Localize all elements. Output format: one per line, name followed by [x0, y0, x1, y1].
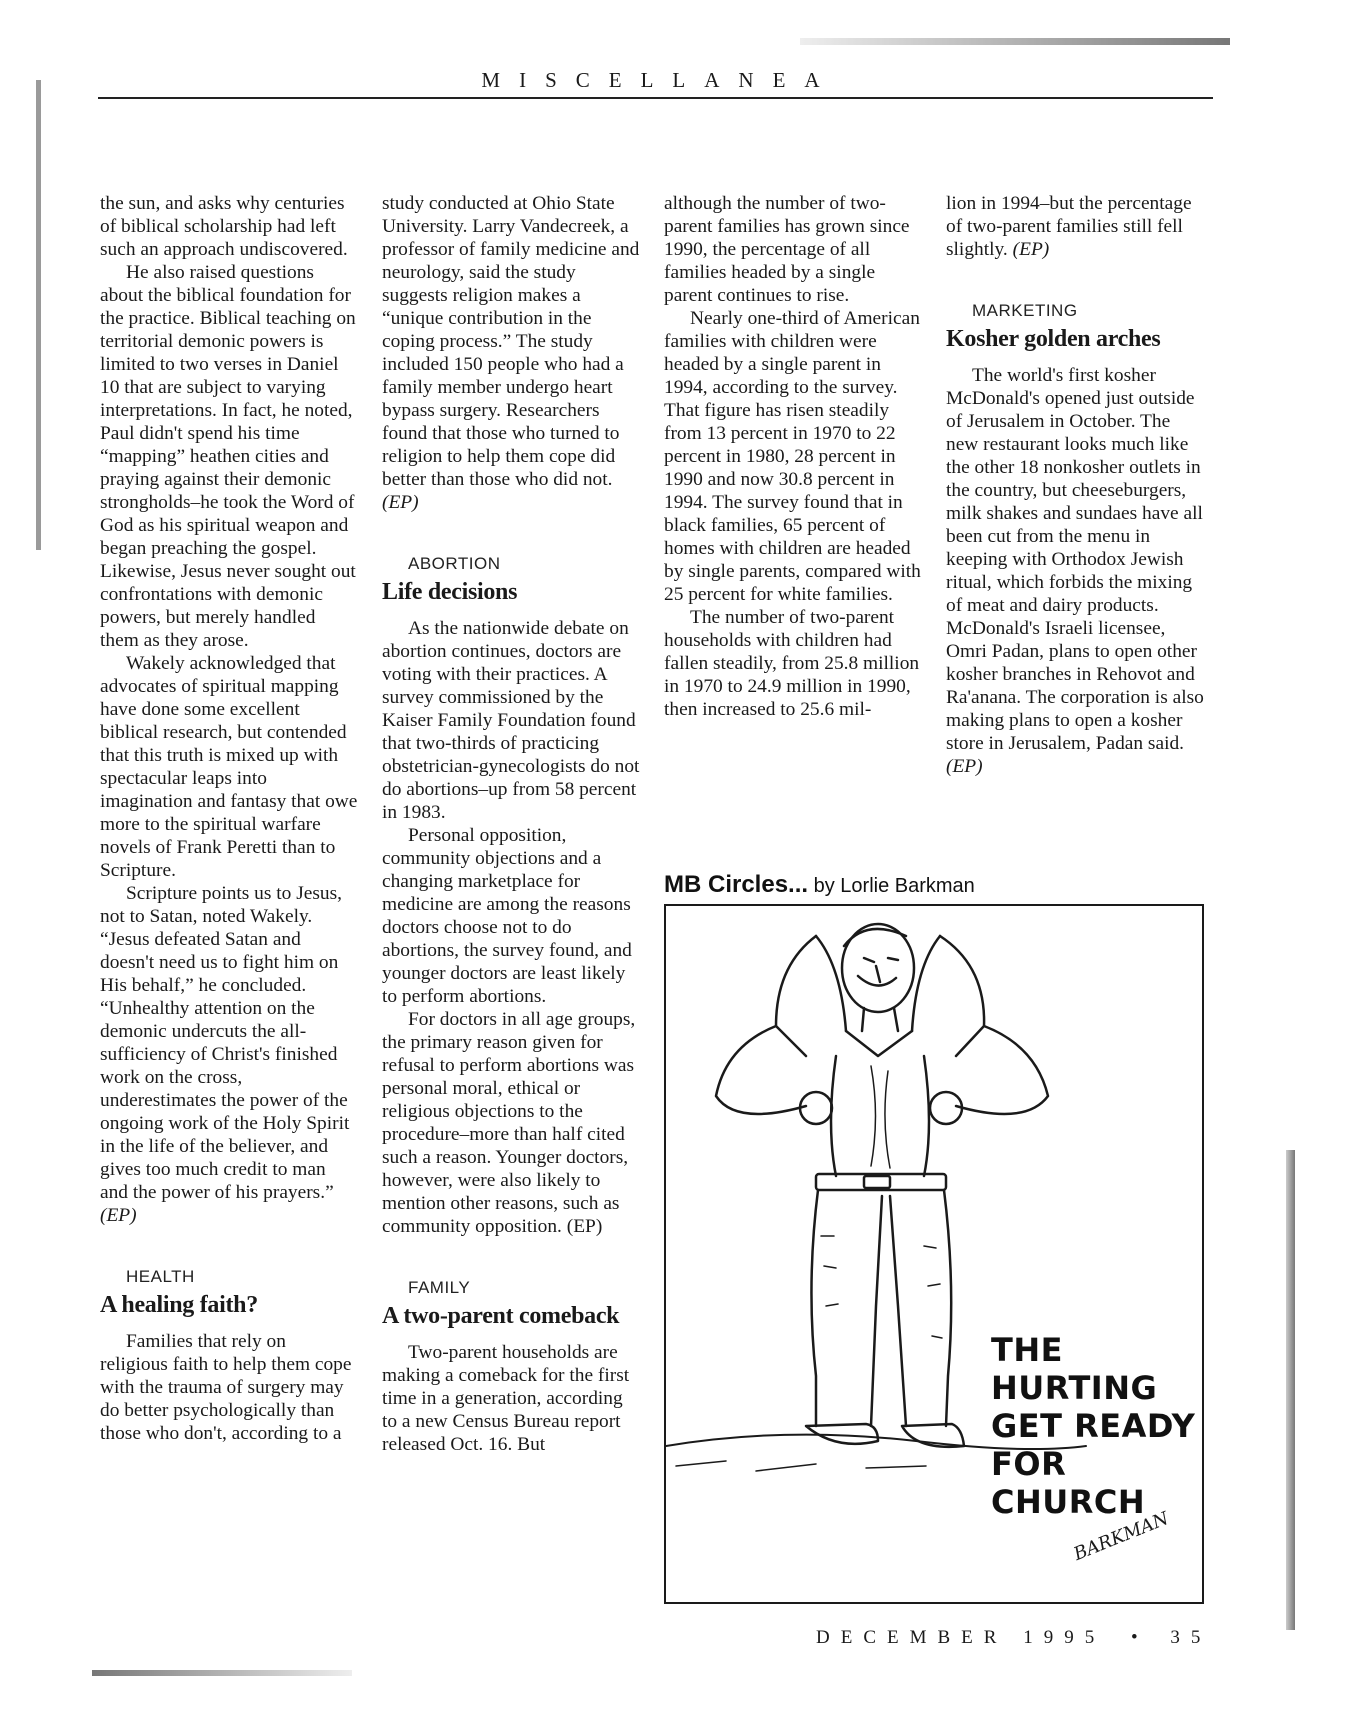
paragraph: the sun, and asks why centuries of biblical scholarship had left such an approach undiscovered.	[100, 193, 348, 260]
page-footer	[816, 1627, 1226, 1649]
column-2	[382, 192, 640, 1456]
caption-line: HURTING	[991, 1369, 1158, 1407]
source-tag: (EP)	[1012, 239, 1050, 260]
article-headline: Kosher golden arches	[946, 326, 1161, 352]
article-headline: A healing faith?	[100, 1292, 258, 1318]
paragraph: Personal opposition, community objections and a changing marketplace for medicine are among the reasons doctors choose not to do abortions, the survey found, and younger doctors are least likely to perform abortions.	[382, 825, 632, 1007]
column-3	[664, 192, 922, 721]
paragraph-text: study conducted at Ohio State University. Larry Vandecreek, a professor of family medicine and neurology, said the study suggests religion makes a “unique contribution in the coping process.” The study included 150 people who had a family member undergo heart bypass surgery. Researchers found that those who turned to religion to help them cope did better than those who did not.	[382, 193, 640, 490]
caption-line: FOR	[991, 1445, 1067, 1483]
source-tag: (EP)	[382, 492, 419, 513]
paragraph	[946, 192, 1204, 261]
article-headline: Life decisions	[382, 579, 518, 605]
issue-date: DECEMBER 1995	[816, 1627, 1106, 1648]
paragraph: For doctors in all age groups, the primary reason given for refusal to perform abortions was personal moral, ethical or religious objections to the procedure–more than half cited such a reason. Younger doctors, however, were also likely to mention other reasons, such as community opposition. (EP)	[382, 1009, 636, 1237]
paragraph: Two-parent households are making a comeback for the first time in a generation, according to a new Census Bureau report released Oct. 16. But	[382, 1342, 630, 1455]
article-headline: A two-parent comeback	[382, 1303, 620, 1329]
section-kicker: FAMILY	[408, 1278, 471, 1297]
caption-line: GET READY	[991, 1407, 1196, 1445]
source-tag: (EP)	[946, 756, 983, 777]
cartoon-title	[664, 871, 975, 899]
cartoon-byline: by Lorlie Barkman	[813, 875, 975, 897]
section-header: MISCELLANEA	[481, 68, 839, 92]
paragraph	[382, 192, 640, 514]
scan-edge-left	[36, 80, 41, 550]
column-1	[100, 192, 358, 1445]
paragraph-text: lion in 1994–but the percentage of two-parent families still fell slightly.	[946, 193, 1192, 260]
paragraph-text: The world's first kosher McDonald's opened just outside of Jerusalem in October. The new restaurant looks much like the other 18 nonkosher outlets in the country, but cheeseburgers, milk shakes and sundaes have all been cut from the menu in keeping with Orthodox Jewish ritual, which forbids the mixing of meat and dairy products. McDonald's Israeli licensee, Omri Padan, plans to open other kosher branches in Rehovot and Ra'anana. The corporation is also making plans to open a kosher store in Jerusalem, Padan said.	[946, 365, 1204, 754]
section-kicker: MARKETING	[972, 301, 1078, 320]
cartoon-strip-name: MB Circles...	[664, 871, 809, 898]
header-rule	[98, 97, 1213, 99]
caption-line: THE	[991, 1331, 1063, 1369]
section-kicker: HEALTH	[126, 1267, 195, 1286]
paragraph: As the nationwide debate on abortion continues, doctors are voting with their practices. A survey commissioned by the Kaiser Family Foundation found that two-thirds of practicing obstetrician-gynecologists do not do abortions–up from 58 percent in 1983.	[382, 618, 640, 823]
scan-edge-top-right	[800, 38, 1230, 45]
section-kicker: ABORTION	[408, 554, 501, 573]
page-number: 35	[1170, 1627, 1212, 1648]
paragraph: The number of two-parent households with children had fallen steadily, from 25.8 million in 1970 to 24.9 million in 1990, then increased to 25.6 mil-	[664, 607, 920, 720]
column-4	[946, 192, 1204, 778]
cartoon-caption-text	[991, 1331, 1195, 1521]
paragraph-text: Scripture points us to Jesus, not to Satan, noted Wakely. “Jesus defeated Satan and doesn't need us to fight him on His behalf,” he concluded. “Unhealthy attention on the demonic undercuts the all-sufficiency of Christ's finished work on the cross, underestimates the power of the ongoing work of the Holy Spirit in the life of the believer, and gives too much credit to man and the power of his prayers.”	[100, 883, 350, 1203]
paragraph: Families that rely on religious faith to help them cope with the trauma of surgery may do better psychologically than those who don't, according to a	[100, 1331, 352, 1444]
paragraph	[946, 364, 1204, 778]
paragraph: Nearly one-third of American families with children were headed by a single parent in 1994, according to the survey. That figure has risen steadily from 13 percent in 1970 to 22 percent in 1980, 28 percent in 1990 and now 30.8 percent in 1994. The survey found that in black families, 65 percent of homes with children are headed by single parents, compared with 25 percent for white families.	[664, 308, 921, 605]
paragraph: although the number of two-parent families has grown since 1990, the percentage of all families headed by a single parent continues to rise.	[664, 193, 910, 306]
footer-bullet: •	[1130, 1627, 1149, 1648]
paragraph: Wakely acknowledged that advocates of spiritual mapping have done some excellent biblical research, but contended that this truth is mixed up with spectacular leaps into imagination and fantasy that owe more to the spiritual warfare novels of Frank Peretti than to Scripture.	[100, 653, 358, 881]
paragraph: He also raised questions about the biblical foundation for the practice. Biblical teaching on territorial demonic powers is limited to two verses in Daniel 10 that are subject to varying interpretations. In fact, he noted, Paul didn't spend his time “mapping” heathen cities and praying against their demonic strongholds–he took the Word of God as his spiritual weapon and began preaching the gospel. Likewise, Jesus never sought out confrontations with demonic powers, but merely handled them as they arose.	[100, 262, 356, 651]
paragraph	[100, 882, 358, 1227]
source-tag: (EP)	[100, 1205, 137, 1226]
scan-edge-bottom-left	[92, 1670, 352, 1676]
artist-signature: BARKMAN	[1070, 1507, 1172, 1566]
scan-edge-right	[1286, 1150, 1295, 1630]
cartoon-panel	[664, 904, 1204, 1604]
caption-line: CHURCH	[991, 1483, 1146, 1521]
